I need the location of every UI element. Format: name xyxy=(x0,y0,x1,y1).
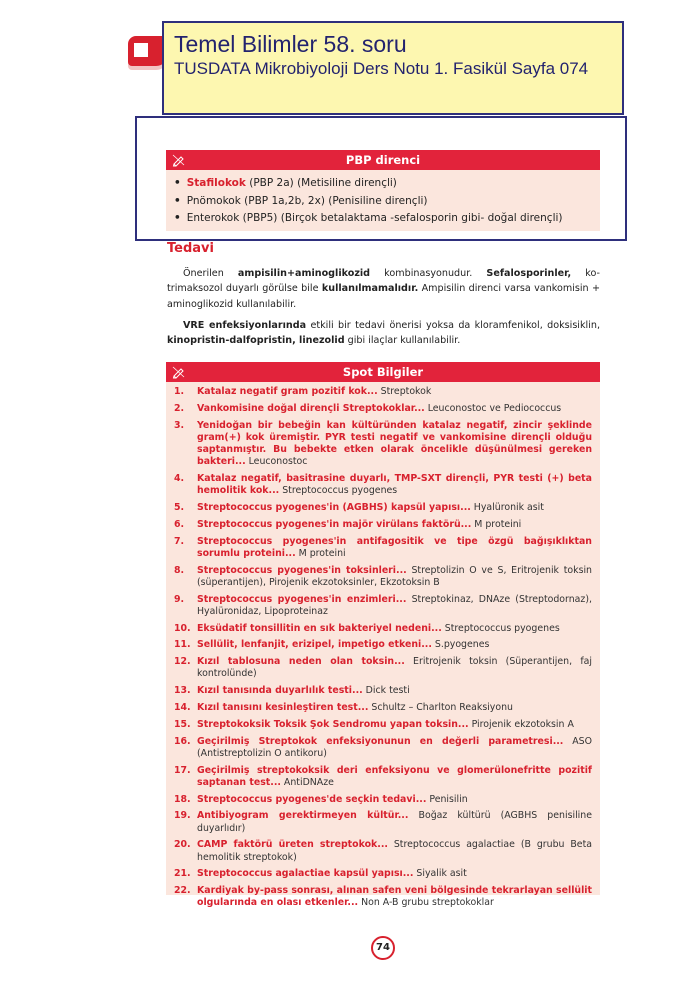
item-answer: Schultz – Charlton Reaksiyonu xyxy=(368,701,513,713)
item-text xyxy=(197,702,592,714)
item-question: Geçirilmiş streptokoksik deri enfeksiyonu ve glomerülonefritte pozitif saptanan test... xyxy=(197,764,592,788)
item-answer: Streptococcus agalactiae (B grubu Beta hemolitik streptokok) xyxy=(197,839,592,863)
item-question: Katalaz negatif gram pozitif kok... xyxy=(197,386,378,397)
item-number: 4. xyxy=(174,473,185,484)
item-number: 8. xyxy=(174,564,185,576)
item-number: 15. xyxy=(174,718,191,730)
item-number: 6. xyxy=(174,518,185,530)
spot-box-header xyxy=(166,362,600,382)
list-item xyxy=(174,839,592,863)
item-question: Kardiyak by-pass sonrası, alınan safen veni bölgesinde tekrarlayan sellülit olgularında en olası etkenler... xyxy=(197,885,592,909)
item-number: 2. xyxy=(174,402,185,414)
item-text xyxy=(197,794,592,806)
item-number: 16. xyxy=(174,735,191,747)
item-text xyxy=(197,765,592,789)
item-text xyxy=(197,839,592,863)
item-number: 3. xyxy=(174,419,185,431)
item-answer: M proteini xyxy=(471,518,522,530)
item-answer: M proteini xyxy=(295,547,346,559)
pencil-icon xyxy=(172,153,186,167)
item-question: Kızıl tablosuna neden olan toksin... xyxy=(197,656,405,668)
pbp-box-header xyxy=(166,150,600,170)
list-item xyxy=(174,473,592,497)
item-question: Sellülit, lenfanjit, erizipel, impetigo etkeni... xyxy=(197,639,432,651)
item-text xyxy=(197,403,592,415)
banner-title: Temel Bilimler 58. soru xyxy=(174,31,407,57)
item-answer: Boğaz kültürü (AGBHS penisiline duyarlıdır) xyxy=(197,810,592,834)
item-answer: Streptokinaz, DNAze (Streptodornaz), Hyalüronidaz, Lipoproteinaz xyxy=(197,593,592,617)
item-text xyxy=(197,736,592,760)
item-question: Kızıl tanısında duyarlılık testi... xyxy=(197,685,363,697)
item-number: 22. xyxy=(174,885,191,897)
item-question: Streptococcus pyogenes'in majör virülans faktörü... xyxy=(197,518,472,530)
item-question: Kızıl tanısını kesinleştiren test... xyxy=(197,701,369,713)
list-item xyxy=(174,403,592,415)
item-answer: Siyalik asit xyxy=(413,868,467,880)
item-text xyxy=(197,565,592,589)
item-text xyxy=(197,420,592,469)
item-answer: Hyalüronik asit xyxy=(470,502,544,513)
item-answer: Leuconostoc ve Pediococcus xyxy=(424,402,562,414)
item-question: Antibiyogram gerektirmeyen kültür... xyxy=(197,810,409,822)
item-question: Yenidoğan bir bebeğin kan kültüründen katalaz negatif, zincir şeklinde gram(+) kok üremiştir. PYR testi negatif ve vankomisine dirençli olduğu saptanmıştır. Bu bebekte etken olarak öncelikle düşünülmesi gereken bakteri... xyxy=(197,419,592,468)
item-question: Streptococcus pyogenes'in toksinleri... xyxy=(197,564,407,576)
spot-box xyxy=(166,362,600,909)
item-question: Vankomisine doğal dirençli Streptokoklar... xyxy=(197,402,425,414)
item-number: 18. xyxy=(174,793,191,805)
item-number: 14. xyxy=(174,701,191,713)
item-answer: Non A-B grubu streptokoklar xyxy=(358,897,494,909)
item-text xyxy=(197,685,592,697)
list-item xyxy=(174,519,592,531)
pbp-box xyxy=(166,150,600,231)
list-item xyxy=(174,702,592,714)
banner-subtitle: TUSDATA Mikrobiyoloji Ders Notu 1. Fasikül Sayfa 074 xyxy=(174,59,589,78)
list-item: • Pnömokok (PBP 1a,2b, 2x) (Penisiline dirençli) xyxy=(174,194,428,207)
item-answer: Pirojenik ekzotoksin A xyxy=(468,718,574,730)
item-text xyxy=(197,623,592,635)
item-text xyxy=(197,519,592,531)
item-answer: Penisilin xyxy=(426,793,468,805)
list-item xyxy=(174,502,592,514)
item-question: Katalaz negatif, basitrasine duyarlı, TMP-SXT dirençli, PYR testi (+) beta hemolitik kok... xyxy=(197,473,592,497)
list-item xyxy=(174,719,592,731)
item-text xyxy=(197,594,592,618)
list-item xyxy=(174,420,592,469)
item-answer: Leuconostoc xyxy=(245,456,308,468)
item-number: 21. xyxy=(174,868,191,880)
list-item xyxy=(174,868,592,880)
item-text xyxy=(197,502,592,514)
item-question: Streptococcus pyogenes'in enzimleri... xyxy=(197,593,407,605)
logo-mark-icon xyxy=(134,43,148,57)
item-question: Streptococcus agalactiae kapsül yapısı... xyxy=(197,868,414,880)
item-text xyxy=(197,868,592,880)
list-item xyxy=(174,810,592,834)
spot-list xyxy=(166,382,600,910)
item-text xyxy=(197,639,592,651)
item-text xyxy=(197,656,592,680)
item-text xyxy=(197,473,592,497)
item-question: Streptococcus pyogenes'de seçkin tedavi... xyxy=(197,793,427,805)
page-number: 74 xyxy=(371,936,395,960)
item-question: CAMP faktörü üreten streptokok... xyxy=(197,839,388,851)
list-item xyxy=(174,656,592,680)
list-item xyxy=(174,736,592,760)
spot-box-title: Spot Bilgiler xyxy=(342,365,424,379)
item-question: Streptokoksik Toksik Şok Sendromu yapan toksin... xyxy=(197,718,469,730)
list-item xyxy=(174,639,592,651)
list-item: • Enterokok (PBP5) (Birçok betalaktama -sefalosporin gibi- doğal dirençli) xyxy=(174,212,563,224)
item-answer: AntiDNAze xyxy=(280,776,334,788)
section-title-tedavi: Tedavi xyxy=(167,241,214,256)
list-item xyxy=(174,765,592,789)
item-text xyxy=(197,536,592,560)
item-number: 12. xyxy=(174,656,191,668)
item-number: 20. xyxy=(174,839,191,851)
item-number: 11. xyxy=(174,639,191,651)
item-number: 17. xyxy=(174,764,191,776)
item-answer: Eritrojenik toksin (Süperantijen, faj kontrolünde) xyxy=(197,656,592,680)
item-text xyxy=(197,885,592,909)
item-text xyxy=(197,810,592,834)
item-question: Streptococcus pyogenes'in (AGBHS) kapsül yapısı... xyxy=(197,502,471,513)
question-banner xyxy=(162,21,624,115)
list-item xyxy=(174,885,592,909)
list-item xyxy=(174,594,592,618)
list-item xyxy=(174,386,592,398)
item-question: Geçirilmiş Streptokok enfeksiyonunun en değerli parametresi... xyxy=(197,735,564,747)
item-number: 5. xyxy=(174,502,185,513)
item-answer: Streptococcus pyogenes xyxy=(279,485,398,497)
item-text xyxy=(197,386,592,398)
pbp-list xyxy=(166,170,600,228)
item-question: Eksüdatif tonsillitin en sık bakteriyel nedeni... xyxy=(197,622,442,634)
list-item: • Stafilokok (PBP 2a) (Metisiline dirençli) xyxy=(174,177,397,189)
item-number: 10. xyxy=(174,622,191,634)
item-number: 19. xyxy=(174,810,191,822)
list-item xyxy=(174,794,592,806)
list-item xyxy=(174,685,592,697)
item-question: Streptococcus pyogenes'in antifagositik ve tipe özgü bağışıklıktan sorumlu proteini... xyxy=(197,535,592,559)
item-answer: Streptokok xyxy=(377,386,432,397)
list-item xyxy=(174,623,592,635)
pbp-box-title: PBP direnci xyxy=(345,153,421,167)
tedavi-paragraph-1: Önerilen ampisilin+aminoglikozid kombinasyonudur. Sefalosporinler, ko-trimaksozol duyarlı görülse bile kullanılmamalıdır. Ampisilin direnci varsa vankomisin + aminoglikozid kullanılabilir. xyxy=(167,268,600,310)
item-number: 9. xyxy=(174,593,185,605)
tedavi-paragraph-2: VRE enfeksiyonlarında etkili bir tedavi önerisi yoksa da kloramfenikol, doksisiklin, kinopristin-dalfopristin, linezolid gibi ilaçlar kullanılabilir. xyxy=(167,320,600,347)
item-number: 1. xyxy=(174,386,185,397)
list-item xyxy=(174,536,592,560)
item-answer: Dick testi xyxy=(362,685,410,697)
item-answer: ASO (Antistreptolizin O antikoru) xyxy=(197,735,592,759)
item-text xyxy=(197,719,592,731)
item-answer: Streptolizin O ve S, Eritrojenik toksin (süperantijen), Pirojenik ekzotoksinler, Ekzotoksin B xyxy=(197,564,592,588)
pencil-icon xyxy=(172,365,186,379)
item-number: 13. xyxy=(174,685,191,697)
item-answer: S.pyogenes xyxy=(431,639,490,651)
item-answer: Streptococcus pyogenes xyxy=(441,622,560,634)
highlight-term: Stafilokok xyxy=(186,177,246,189)
item-number: 7. xyxy=(174,535,185,547)
list-item xyxy=(174,565,592,589)
